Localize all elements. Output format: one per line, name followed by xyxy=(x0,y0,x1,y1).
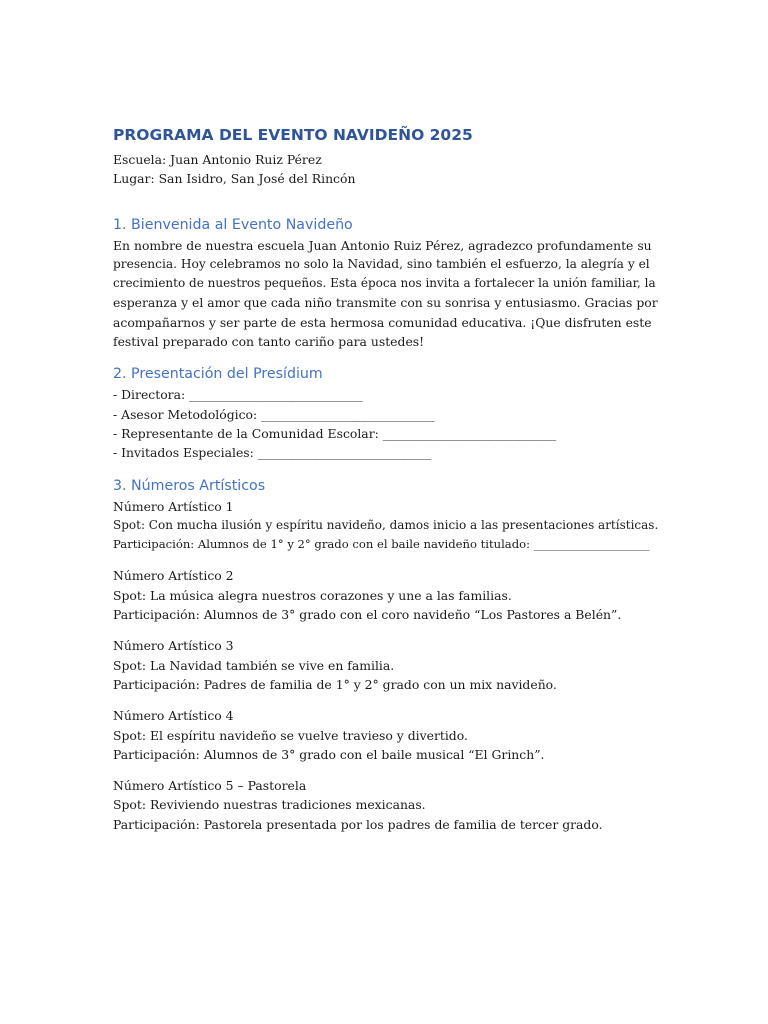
artistic-number-spot: Spot: La Navidad también se vive en familia. xyxy=(113,657,395,673)
artistic-number xyxy=(113,776,658,834)
welcome-paragraph xyxy=(113,236,658,352)
presidium-item: - Invitados Especiales: ____________________________ xyxy=(113,445,432,461)
artistic-number-spot: Spot: El espíritu navideño se vuelve travieso y divertido. xyxy=(113,727,468,743)
welcome-line: En nombre de nuestra escuela Juan Antonio Ruiz Pérez, agradezco profundamente su xyxy=(113,237,652,253)
welcome-line: esperanza y el amor que cada niño transmite con su sonrisa y entusiasmo. Gracias por xyxy=(113,295,658,311)
section-heading-artistic: 3. Números Artísticos xyxy=(113,477,266,494)
welcome-line: presencia. Hoy celebramos no solo la Navidad, sino también el esfuerzo, la alegría y el xyxy=(113,256,650,271)
presidium-list xyxy=(113,385,658,462)
section-heading-presidium: 2. Presentación del Presídium xyxy=(113,366,323,383)
artistic-number-participation: Participación: Alumnos de 3° grado con el baile musical “El Grinch”. xyxy=(113,746,545,762)
presidium-item: - Representante de la Comunidad Escolar: ____________________________ xyxy=(113,425,557,441)
artistic-number-name: Número Artístico 4 xyxy=(113,708,234,724)
artistic-number-spot: Spot: Con mucha ilusión y espíritu navideño, damos inicio a las presentaciones artísticas. xyxy=(113,517,659,532)
artistic-number-spot: Spot: Reviviendo nuestras tradiciones mexicanas. xyxy=(113,797,426,813)
artistic-number xyxy=(113,497,658,555)
artistic-number-name: Número Artístico 5 – Pastorela xyxy=(113,778,307,794)
artistic-number xyxy=(113,566,658,624)
document-page xyxy=(113,124,658,846)
document-title: PROGRAMA DEL EVENTO NAVIDEÑO 2025 xyxy=(113,126,473,144)
artistic-number-name: Número Artístico 3 xyxy=(113,638,234,654)
school-line: Escuela: Juan Antonio Ruiz Pérez xyxy=(113,152,322,167)
artistic-number-name: Número Artístico 2 xyxy=(113,568,234,584)
artistic-number xyxy=(113,706,658,764)
artistic-number-participation: Participación: Padres de familia de 1° y 2° grado con un mix navideño. xyxy=(113,676,557,692)
place-line: Lugar: San Isidro, San José del Rincón xyxy=(113,171,356,187)
artistic-number-spot: Spot: La música alegra nuestros corazones y une a las familias. xyxy=(113,587,512,603)
artistic-number xyxy=(113,636,658,694)
welcome-line: festival preparado con tanto cariño para ustedes! xyxy=(113,334,425,350)
section-heading-welcome: 1. Bienvenida al Evento Navideño xyxy=(113,216,353,233)
artistic-number-participation: Participación: Pastorela presentada por los padres de familia de tercer grado. xyxy=(113,816,603,832)
artistic-number-participation: Participación: Alumnos de 3° grado con el coro navideño “Los Pastores a Belén”. xyxy=(113,607,622,623)
welcome-line: acompañarnos y ser parte de esta hermosa comunidad educativa. ¡Que disfruten este xyxy=(113,314,652,330)
artistic-number-name: Número Artístico 1 xyxy=(113,498,234,514)
welcome-line: crecimiento de nuestros pequeños. Esta época nos invita a fortalecer la unión familiar, la xyxy=(113,276,656,291)
artistic-number-participation: Participación: Alumnos de 1° y 2° grado con el baile navideño titulado: ____________________ xyxy=(113,537,650,552)
presidium-item: - Asesor Metodológico: ____________________________ xyxy=(113,406,435,422)
presidium-item: - Directora: ____________________________ xyxy=(113,387,363,403)
